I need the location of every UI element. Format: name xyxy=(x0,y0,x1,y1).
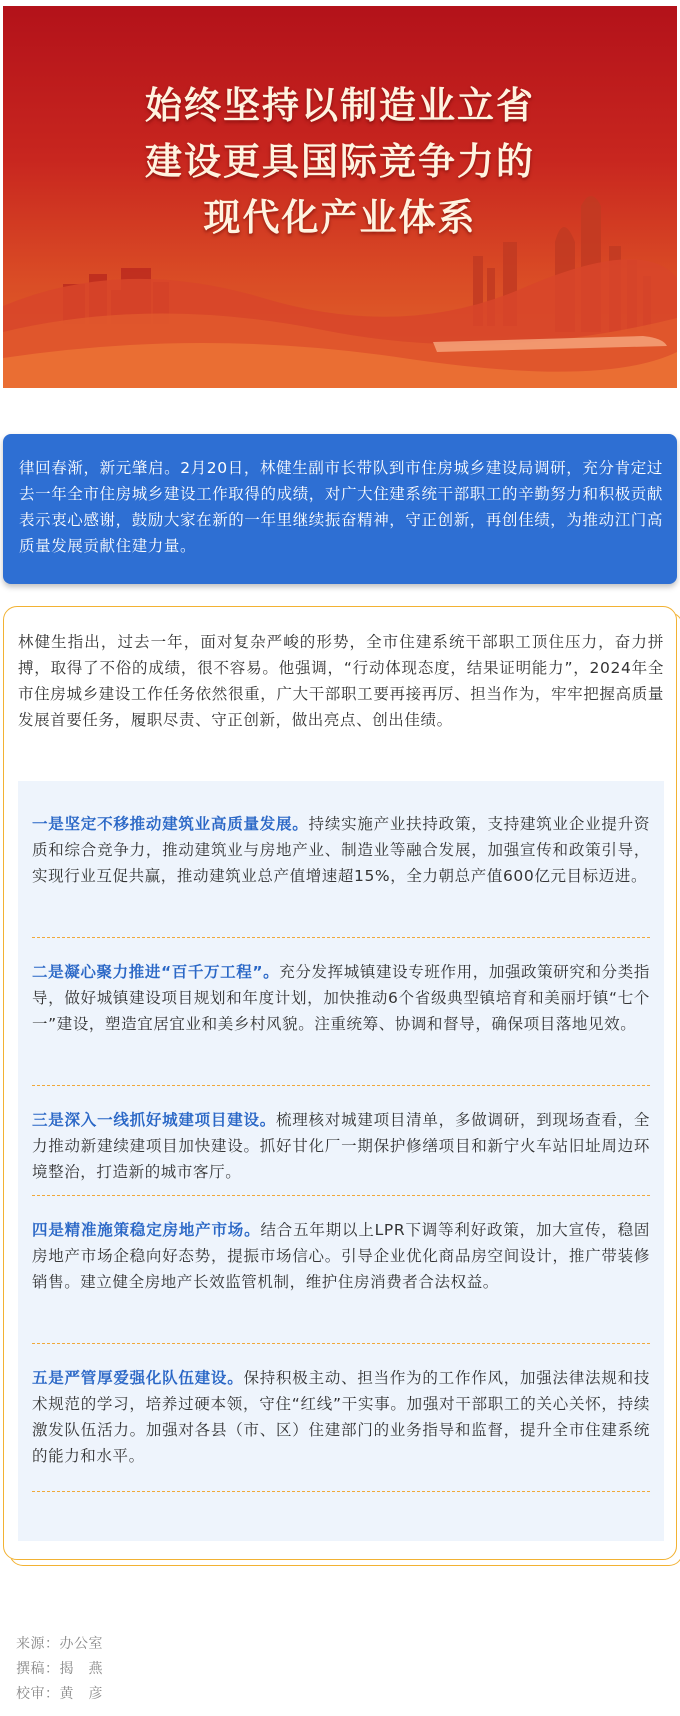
task-heading: 二是凝心聚力推进“百千万工程”。 xyxy=(32,963,280,981)
divider xyxy=(32,1343,650,1344)
divider xyxy=(32,937,650,938)
source-credit: 来源：办公室 xyxy=(16,1636,103,1652)
banner-title-line: 现代化产业体系 xyxy=(203,196,477,239)
banner-title-line: 始终坚持以制造业立省 xyxy=(145,84,535,127)
task-item xyxy=(32,1365,650,1469)
task-item xyxy=(32,811,650,889)
divider xyxy=(32,1085,650,1086)
task-item xyxy=(32,959,650,1037)
intro-summary-box xyxy=(3,434,677,584)
divider xyxy=(32,1195,650,1196)
reviewer-credit: 校审：黄 彦 xyxy=(16,1686,103,1702)
content-card xyxy=(3,606,677,1560)
task-heading: 三是深入一线抓好城建项目建设。 xyxy=(32,1111,277,1129)
task-body: 充分发挥城镇建设专班作用，加强政策研究和分类指导，做好城镇建设项目规划和年度计划，加快推动6个省级典型镇培育和美丽圩镇“七个一”建设，塑造宜居宜业和美乡村风貌。注重统筹、协调和督导，确保项目落地见效。 xyxy=(32,963,650,1033)
task-item xyxy=(32,1107,650,1185)
task-item xyxy=(32,1217,650,1295)
task-list xyxy=(18,781,664,1541)
banner-title-line: 建设更具国际竞争力的 xyxy=(145,140,535,183)
author-credit: 撰稿：揭 燕 xyxy=(16,1661,103,1677)
header-banner xyxy=(3,6,677,388)
task-heading: 五是严管厚爱强化队伍建设。 xyxy=(32,1369,244,1387)
task-heading: 一是坚定不移推动建筑业高质量发展。 xyxy=(32,815,309,833)
task-body: 持续实施产业扶持政策，支持建筑业企业提升资质和综合竞争力，推动建筑业与房地产业、制造业等融合发展，加强宣传和政策引导，实现行业互促共赢，推动建筑业总产值增速超15%，全力朝总产值600亿元目标迈进。 xyxy=(32,815,650,885)
task-body: 结合五年期以上LPR下调等利好政策，加大宣传，稳固房地产市场企稳向好态势，提振市场信心。引导企业优化商品房空间设计，推广带装修销售。建立健全房地产长效监管机制，维护住房消费者合法权益。 xyxy=(32,1221,650,1291)
lead-paragraph: 林健生指出，过去一年，面对复杂严峻的形势，全市住建系统干部职工顶住压力，奋力拼搏，取得了不俗的成绩，很不容易。他强调，“行动体现态度，结果证明能力”，2024年全市住房城乡建设工作任务依然很重，广大干部职工要再接再厉、担当作为，牢牢把握高质量发展首要任务，履职尽责、守正创新，做出亮点、创出佳绩。 xyxy=(18,633,664,729)
task-body: 保持积极主动、担当作为的工作作风，加强法律法规和技术规范的学习，培养过硬本领，守住“红线”干实事。加强对干部职工的关心关怀，持续激发队伍活力。加强对各县（市、区）住建部门的业务指导和监督，提升全市住建系统的能力和水平。 xyxy=(32,1369,650,1465)
task-heading: 四是精准施策稳定房地产市场。 xyxy=(32,1221,261,1239)
banner-title xyxy=(3,78,677,246)
task-body: 梳理核对城建项目清单，多做调研，到现场查看，全力推动新建续建项目加快建设。抓好甘化厂一期保护修缮项目和新宁火车站旧址周边环境整治，打造新的城市客厅。 xyxy=(32,1111,650,1181)
divider xyxy=(32,1491,650,1492)
intro-text: 律回春渐，新元肇启。2月20日，林健生副市长带队到市住房城乡建设局调研，充分肯定过去一年全市住房城乡建设工作取得的成绩，对广大住建系统干部职工的辛勤努力和积极贡献表示衷心感谢，鼓励大家在新的一年里继续振奋精神，守正创新，再创佳绩，为推动江门高质量发展贡献住建力量。 xyxy=(19,459,664,555)
